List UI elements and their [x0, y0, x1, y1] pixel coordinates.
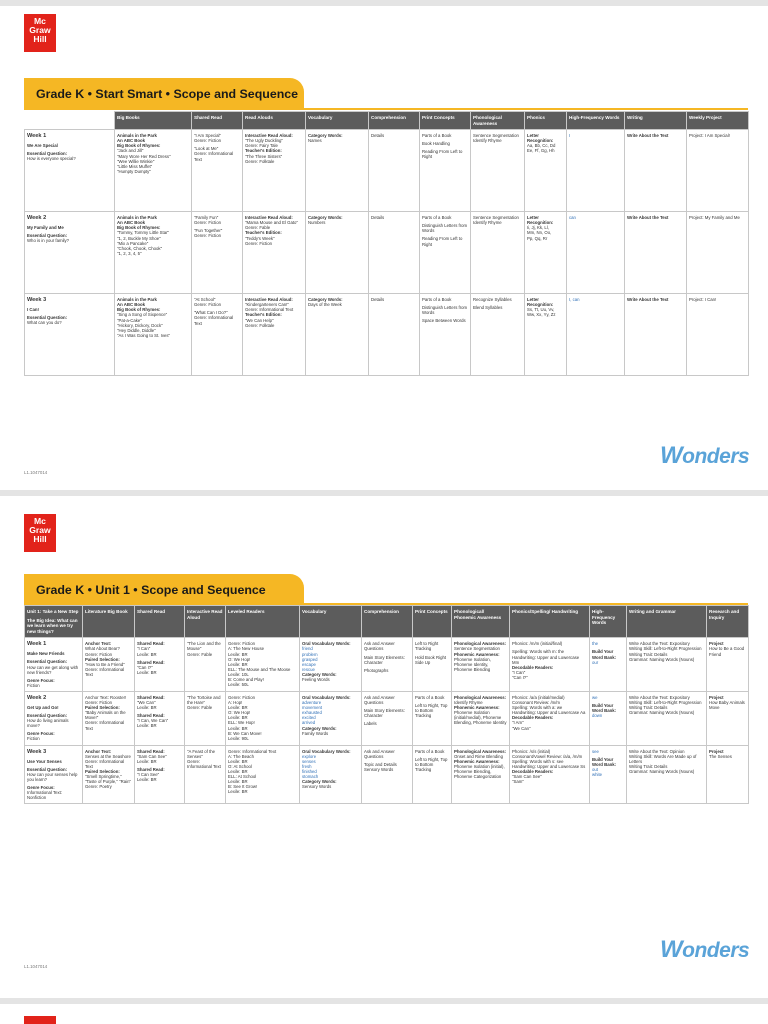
cell-readalouds: Interactive Read Aloud: "Mama Mouse and El Gato" Genre: Fable Teacher's Edition: "Teddy's Week" Genre: Fiction	[243, 212, 306, 294]
cell-shared: "Family Fun" Genre: Fiction "Fun Together" Genre: Fiction	[192, 212, 243, 294]
cell-comp: Ask and Answer Questions Topic and Details Sensory Words	[362, 745, 413, 804]
wonders-logo: Wonders	[660, 442, 750, 469]
cell-phonics: Phonics: /a/a (initial/medial) Consonant Review: /m/m Spelling: Words with a: we Handwriting: Upper and Lowercase Aa Decodable Readers: "I Am" "We Can"	[510, 691, 590, 745]
week-cell: Week 3 I Can! Essential Question: What can you do?	[25, 294, 115, 376]
unit1-title: Grade K • Unit 1 • Scope and Sequence	[24, 574, 304, 606]
cell-readalouds: Interactive Read Aloud: "Kindergarteners Can!" Genre: Informational Text Teacher's Edition: "We Can Help" Genre: Folktale	[243, 294, 306, 376]
column-header: Comprehension	[362, 606, 413, 638]
cell-research: Project How to Be a Good Friend	[707, 638, 749, 692]
column-header: Phonological Awareness	[471, 112, 525, 130]
cell-writing: Write About the Text: Expository Writing Skill: Left-to-Right Progression Writing Trait: Details Grammar: Naming Words (Nouns)	[627, 638, 707, 692]
cell-phono: Phonological Awareness: Sentence Segmentation Phonemic Awareness: Phoneme Isolation, Phoneme Identity, Phoneme Blending	[452, 638, 510, 692]
cell-shared: "I Am Special" Genre: Fiction "Look at Me" Genre: Informational Text	[192, 130, 243, 212]
week-row	[25, 130, 749, 212]
cell-phonics: Letter Recognition: Ss, Tt, Uu, Vv, Ww, Xx, Yy, Zz	[525, 294, 567, 376]
title-underline	[24, 108, 748, 110]
cell-ira: "The Tortoise and the Hare" Genre: Fable	[185, 691, 226, 745]
page-top-divider	[0, 0, 768, 6]
cell-print: Parts of a Book Left to Right, Top to Bottom Tracking	[413, 691, 452, 745]
column-header: Leveled Readers	[226, 606, 300, 638]
cell-project: Project: I Can!	[687, 294, 749, 376]
cell-vocab: Oral Vocabulary Words: explore senses fresh finished stomach Category Words: Sensory Words	[300, 745, 362, 804]
cell-lit: Anchor Text: Senses at the Seashore Genre: Informational Text Paired Selection: "Smell Springtime," "Taste of Purple," "Rain" Genre: Poetry	[83, 745, 135, 804]
column-header: Weekly Project	[687, 112, 749, 130]
cell-phono: Sentence Segmentation Identify Rhyme	[471, 130, 525, 212]
cell-shared: Shared Read: "We Can" Lexile: BR Shared Read: "I Can, We Can" Lexile: BR	[135, 691, 185, 745]
cell-shared: "At School" Genre: Fiction "What Can I Do?" Genre: Informational Text	[192, 294, 243, 376]
wonders-logo-2: Wonders	[660, 936, 750, 963]
week-cell: Week 2 My Family and Me Essential Question: Who is in your family?	[25, 212, 115, 294]
cell-comp: Ask and Answer Questions Main Story Elements: Character Labels	[362, 691, 413, 745]
column-header: Writing and Grammar	[627, 606, 707, 638]
cell-phono: Phonological Awareness: Identify Rhyme Phonemic Awareness: Phoneme Isolation (initial/medial), Phoneme Blending, Phoneme Identity	[452, 691, 510, 745]
cell-print: Parts of a Book Distinguish Letters from Words Reading From Left to Right	[420, 212, 471, 294]
cell-comp: Details	[369, 212, 420, 294]
column-header: High-Frequency Words	[567, 112, 625, 130]
column-header: Research and Inquiry	[707, 606, 749, 638]
unit-corner: Unit 1: Take a New Step The Big Idea: What can we learn when we try new things?	[25, 606, 83, 638]
cell-shared: Shared Read: "I Can" Lexile: BR Shared Read: "Can I?" Lexile: BR	[135, 638, 185, 692]
cell-vocab: Oral Vocabulary Words: adventure movement exhausted excited arrived Category Words: Family Words	[300, 691, 362, 745]
column-header: Print Concepts	[413, 606, 452, 638]
cell-hfw: I, can	[567, 294, 625, 376]
cell-research: Project The Senses	[707, 745, 749, 804]
cell-leveled: Genre: Fiction A: Hop! Lexile: BR O: We Hop! Lexile: BR ELL: We Hop! Lexile: BR B: We Can Move! Lexile: 90L	[226, 691, 300, 745]
cell-ira: "A Feast of the Senses" Genre: Informational Text	[185, 745, 226, 804]
cell-ira: "The Lion and the Mouse" Genre: Fable	[185, 638, 226, 692]
mcgraw-hill-logo-2: Mc Graw Hill	[24, 514, 56, 552]
cell-vocab: Category Words: Names	[306, 130, 369, 212]
cell-lit: Anchor Text: What About Bear? Genre: Fiction Paired Selection: "How to Be a Friend" Genre: Informational Text	[83, 638, 135, 692]
cell-print: Parts of a Book Book Handling Reading From Left to Right	[420, 130, 471, 212]
page-divider	[0, 490, 768, 496]
week-row	[25, 691, 749, 745]
cell-hfw: we Build Your Word Bank: down	[590, 691, 627, 745]
page-code-2: L1.1047014	[24, 964, 48, 969]
cell-writing: Write About the Text: Expository Writing Skill: Left-to-Right Progression Writing Trait: Details Grammar: Naming Words (Nouns)	[627, 691, 707, 745]
cell-writing: Write About the Text	[625, 212, 687, 294]
week-cell: Week 3 Use Your Senses Essential Question: How can your senses help you learn? Genre Focus: Informational Text: Nonfiction	[25, 745, 83, 804]
column-header: Writing	[625, 112, 687, 130]
week-cell: Week 1 We Are Special Essential Question: How is everyone special?	[25, 130, 115, 212]
cell-writing: Write About the Text: Opinion Writing Skill: Words Are Made up of Letters Writing Trait: Details Grammar: Naming Words (Nouns)	[627, 745, 707, 804]
mcgraw-hill-logo-3	[24, 1016, 56, 1024]
mcgraw-hill-logo: Mc Graw Hill	[24, 14, 56, 52]
cell-comp: Details	[369, 130, 420, 212]
cell-bigbooks: Animals in the Park An ABC Book Big Book of Rhymes: "Tommy, Tommy Little Star" "1, 2, Buckle My Shoe" "Mix a Pancake" "Chook, Chook, Chook" "1, 2, 3, 4, 5"	[115, 212, 192, 294]
cell-vocab: Category Words: Numbers	[306, 212, 369, 294]
column-header: Phonological/ Phonemic Awareness	[452, 606, 510, 638]
cell-print: Parts of a Book Left to Right, Top to Bottom Tracking	[413, 745, 452, 804]
cell-comp: Ask and Answer Questions Main Story Elements: Character Photographs	[362, 638, 413, 692]
cell-writing: Write About the Text	[625, 294, 687, 376]
cell-phono: Recognize Syllables Blend Syllables	[471, 294, 525, 376]
column-header: Interactive Read Aloud	[185, 606, 226, 638]
start-smart-table	[24, 111, 749, 376]
week-cell: Week 2 Get Up and Go! Essential Question: How do living animals move? Genre Focus: Fiction	[25, 691, 83, 745]
cell-hfw: the Build Your Word Bank: our	[590, 638, 627, 692]
cell-project: Project: My Family and Me	[687, 212, 749, 294]
column-header: Comprehension	[369, 112, 420, 130]
cell-shared: Shared Read: "Sam Can See" Lexile: BR Shared Read: "I Can See" Lexile: BR	[135, 745, 185, 804]
page-divider-2	[0, 998, 768, 1004]
unit1-table	[24, 605, 749, 804]
cell-lit: Anchor Text: Rooster! Genre: Fiction Paired Selection: "Baby Animals on the Move!" Genre: Informational Text	[83, 691, 135, 745]
start-smart-title: Grade K • Start Smart • Scope and Sequence	[24, 78, 304, 110]
cell-print: Parts of a Book Distinguish Letters from Words Space Between Words	[420, 294, 471, 376]
cell-readalouds: Interactive Read Aloud: "The Ugly Duckling" Genre: Fairy Tale Teacher's Edition: "The Three Sisters" Genre: Folktale	[243, 130, 306, 212]
cell-research: Project How Baby Animals Move	[707, 691, 749, 745]
cell-vocab: Oral Vocabulary Words: friend problem grasped escape rescue Category Words: Feeling Words	[300, 638, 362, 692]
column-header: Phonics/Spelling/ Handwriting	[510, 606, 590, 638]
cell-vocab: Category Words: Days of the Week	[306, 294, 369, 376]
cell-phonics: Phonics: /s/s (initial) Consonant/Vowel Review: /a/a, /m/m Spelling: Words with s: see Handwriting: Upper and Lowercase Ss Decodable Readers: "Sam Can See" "Sam"	[510, 745, 590, 804]
cell-writing: Write About the Text	[625, 130, 687, 212]
cell-phonics: Phonics: /m/m (initial/final) Spelling: Words with m: the Handwriting: Upper and Lowercase Mm Decodable Readers: "I Can" "Can I?"	[510, 638, 590, 692]
week-cell: Week 1 Make New Friends Essential Question: How can we get along with new friends? Genre Focus: Fiction	[25, 638, 83, 692]
page-code: L1.1047014	[24, 470, 48, 475]
cell-comp: Details	[369, 294, 420, 376]
cell-project: Project: I Am Special!	[687, 130, 749, 212]
cell-hfw: I	[567, 130, 625, 212]
column-header: Vocabulary	[306, 112, 369, 130]
week-row	[25, 745, 749, 804]
cell-phonics: Letter Recognition: Aa, Bb, Cc, Dd Ee, Ff, Gg, Hh	[525, 130, 567, 212]
cell-phono: Phonological Awareness: Onset and Rime Blending Phonemic Awareness: Phoneme Isolation (initial), Phoneme Blending, Phoneme Categorization	[452, 745, 510, 804]
column-header: Read Alouds	[243, 112, 306, 130]
week-row	[25, 294, 749, 376]
column-header: Print Concepts	[420, 112, 471, 130]
cell-bigbooks: Animals in the Park An ABC Book Big Book of Rhymes: "Sing a Song of Sixpence" "Pat-a-Cake" "Hickory, Dickory, Dock" "Hey Diddle, Diddle" "As I Was Going to St. Ives"	[115, 294, 192, 376]
cell-phono: Sentence Segmentation Identify Rhyme	[471, 212, 525, 294]
corner-blank	[25, 112, 115, 130]
column-header: Literature Big Book	[83, 606, 135, 638]
cell-bigbooks: Animals in the Park An ABC Book Big Book of Rhymes: "Jack and Jill" "Mary Wore Her Red Dress" "Wee Willie Winkie" "Little Miss Muffet" "Humpty Dumpty"	[115, 130, 192, 212]
cell-print: Left to Right Tracking Hold Book Right Side Up	[413, 638, 452, 692]
cell-phonics: Letter Recognition: Ii, Jj, Kk, Ll, Mm, Nn, Oo, Pp, Qq, Rr	[525, 212, 567, 294]
column-header: Vocabulary	[300, 606, 362, 638]
column-header: High-Frequency Words	[590, 606, 627, 638]
column-header: Shared Read	[192, 112, 243, 130]
cell-hfw: see Build Your Word Bank: out white	[590, 745, 627, 804]
week-row	[25, 212, 749, 294]
cell-leveled: Genre: Fiction A: The New House Lexile: BR O: We Hop! Lexile: BR ELL: The Mouse and The Moose Lexile: 10L B: Come and Play! Lexile: 50L	[226, 638, 300, 692]
cell-leveled: Genre: Informational Text A: The Beach Lexile: BR O: At School Lexile: BR ELL: At School Lexile: BR B: See It Grow! Lexile: BR	[226, 745, 300, 804]
column-header: Shared Read	[135, 606, 185, 638]
column-header: Phonics	[525, 112, 567, 130]
cell-hfw: can	[567, 212, 625, 294]
column-header: Big Books	[115, 112, 192, 130]
week-row	[25, 638, 749, 692]
